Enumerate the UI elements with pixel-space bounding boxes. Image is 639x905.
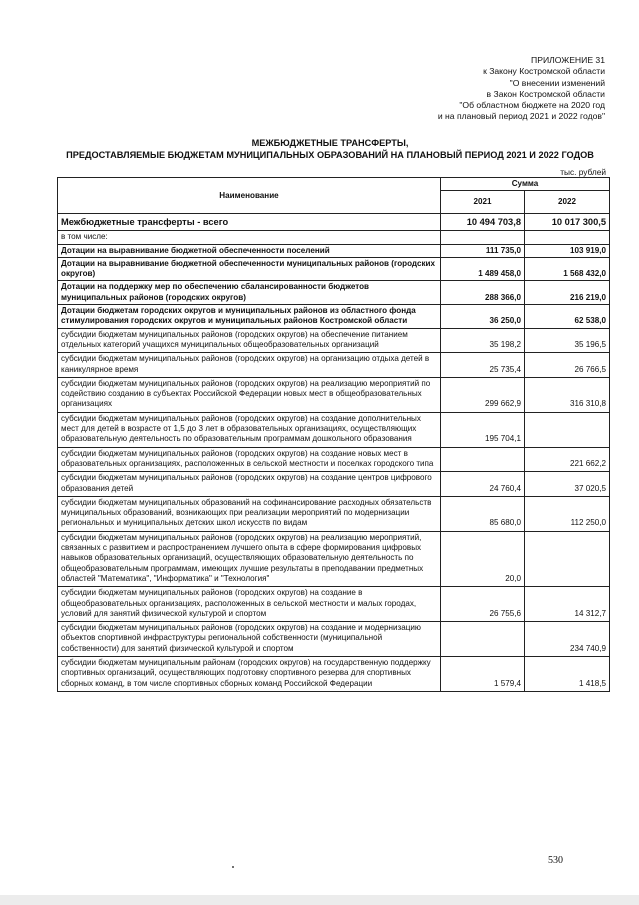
row-value-2022: 221 662,2 — [525, 447, 610, 472]
including-label: в том числе: — [58, 231, 441, 244]
header-sum: Сумма — [441, 178, 610, 191]
header-row — [58, 178, 610, 191]
appendix-line: ПРИЛОЖЕНИЕ 31 — [531, 55, 605, 65]
grants-body — [58, 244, 610, 328]
row-value-2022: 234 740,9 — [525, 622, 610, 657]
row-value-2022: 14 312,7 — [525, 587, 610, 622]
row-value-2021: 288 366,0 — [441, 281, 525, 305]
row-value-2022 — [525, 531, 610, 586]
appendix-line: к Закону Костромской области — [483, 66, 605, 77]
row-value-2022: 103 919,0 — [525, 244, 610, 257]
row-value-2021 — [441, 447, 525, 472]
header-year-2021: 2021 — [441, 191, 525, 214]
row-value-2022: 26 766,5 — [525, 353, 610, 378]
subsidy-row — [58, 622, 610, 657]
scan-bottom-band — [0, 895, 639, 905]
row-name: субсидии бюджетам муниципальным районам (городских округов) на государственную поддержку спортивных организаций, осуществляющих подготовку спортивного резерва для спортивных сборных команд, в том числе спортивных сборных команд Российской Федерации — [58, 656, 441, 691]
transfers-table — [57, 177, 610, 692]
units-label: тыс. рублей — [560, 167, 606, 177]
row-name: субсидии бюджетам муниципальных районов (городских округов) на организацию отдыха детей в каникулярное время — [58, 353, 441, 378]
grant-row — [58, 257, 610, 281]
title-line-1: МЕЖБЮДЖЕТНЫЕ ТРАНСФЕРТЫ, — [251, 138, 409, 148]
row-value-2021: 195 704,1 — [441, 412, 525, 447]
row-value-2021: 24 760,4 — [441, 472, 525, 497]
row-value-2022: 62 538,0 — [525, 305, 610, 329]
row-value-2021: 111 735,0 — [441, 244, 525, 257]
row-name: субсидии бюджетам муниципальных районов (городских округов) на создание новых мест в образовательных организациях, расположенных в сельской местности и поселках городского типа — [58, 447, 441, 472]
row-value-2022 — [525, 412, 610, 447]
row-value-2022: 316 310,8 — [525, 377, 610, 412]
row-name: Дотации на выравнивание бюджетной обеспеченности поселений — [58, 244, 441, 257]
subsidy-row — [58, 496, 610, 531]
including-row — [58, 231, 610, 244]
row-value-2021: 1 489 458,0 — [441, 257, 525, 281]
total-2022: 10 017 300,5 — [525, 214, 610, 231]
scan-dot — [232, 866, 234, 868]
title-line-2: ПРЕДОСТАВЛЯЕМЫЕ БЮДЖЕТАМ МУНИЦИПАЛЬНЫХ ОБРАЗОВАНИЙ НА ПЛАНОВЫЙ ПЕРИОД 2021 И 2022 ГОДОВ — [66, 150, 594, 160]
row-value-2021: 20,0 — [441, 531, 525, 586]
header-name: Наименование — [58, 178, 441, 214]
row-name: субсидии бюджетам муниципальных районов (городских округов) на создание в общеобразовательных организациях, расположенных в сельской местности и малых городах, условий для занятий физической культурой и спортом — [58, 587, 441, 622]
subsidies-body — [58, 328, 610, 691]
header-year-2022: 2022 — [525, 191, 610, 214]
row-name: субсидии бюджетам муниципальных районов (городских округов) на реализацию мероприятий по содействию созданию в субъектах Российской Федерации новых мест в общеобразовательных организациях — [58, 377, 441, 412]
subsidy-row — [58, 412, 610, 447]
row-name: субсидии бюджетам муниципальных районов (городских округов) на создание дополнительных мест для детей в возрасте от 1,5 до 3 лет в образовательных организациях, осуществляющих образовательную деятельность по образовательным программам дошкольного образования — [58, 412, 441, 447]
grant-row — [58, 244, 610, 257]
row-name: Дотации на выравнивание бюджетной обеспеченности муниципальных районов (городских округов) — [58, 257, 441, 281]
appendix-line: "О внесении изменений — [509, 77, 605, 88]
subsidy-row — [58, 472, 610, 497]
row-value-2022: 37 020,5 — [525, 472, 610, 497]
row-value-2022: 35 196,5 — [525, 328, 610, 353]
row-value-2021: 26 755,6 — [441, 587, 525, 622]
appendix-line: и на плановый период 2021 и 2022 годов" — [437, 111, 605, 122]
row-value-2021: 36 250,0 — [441, 305, 525, 329]
total-row — [58, 214, 610, 231]
row-value-2021: 299 662,9 — [441, 377, 525, 412]
row-name: субсидии бюджетам муниципальных образований на софинансирование расходных обязательств муниципальных образований, возникающих при реализации мероприятий по модернизации региональных и муниципальных детских школ искусств по видам — [58, 496, 441, 531]
page-number: 530 — [548, 855, 563, 866]
subsidy-row — [58, 447, 610, 472]
total-name: Межбюджетные трансферты - всего — [58, 214, 441, 231]
row-value-2021: 25 735,4 — [441, 353, 525, 378]
subsidy-row — [58, 377, 610, 412]
document-title — [40, 137, 620, 161]
row-name: субсидии бюджетам муниципальных районов (городских округов) на обеспечение питанием отдельных категорий учащихся муниципальных общеобразовательных организаций — [58, 328, 441, 353]
subsidy-row — [58, 656, 610, 691]
subsidy-row — [58, 587, 610, 622]
grant-row — [58, 281, 610, 305]
grant-row — [58, 305, 610, 329]
subsidy-row — [58, 531, 610, 586]
row-name: Дотации на поддержку мер по обеспечению сбалансированности бюджетов муниципальных районов (городских округов) — [58, 281, 441, 305]
row-name: субсидии бюджетам муниципальных районов (городских округов) на реализацию мероприятий, связанных с развитием и распространением лучшего опыта в сфере формирования цифровых навыков образовательных организаций, осуществляющих образовательную деятельность по общеобразовательным программам, имеющих лучшие результаты в преподавании предметных областей "Математика", "Информатика" и "Технология" — [58, 531, 441, 586]
appendix-block — [438, 55, 605, 123]
row-value-2021: 35 198,2 — [441, 328, 525, 353]
row-name: Дотации бюджетам городских округов и муниципальных районов из областного фонда стимулирования городских округов и муниципальных районов Костромской области — [58, 305, 441, 329]
appendix-line: "Об областном бюджете на 2020 год — [459, 100, 605, 111]
row-value-2022: 1 418,5 — [525, 656, 610, 691]
row-value-2021: 85 680,0 — [441, 496, 525, 531]
row-value-2022: 112 250,0 — [525, 496, 610, 531]
subsidy-row — [58, 353, 610, 378]
row-name: субсидии бюджетам муниципальных районов (городских округов) на создание центров цифрового образования детей — [58, 472, 441, 497]
row-value-2021: 1 579,4 — [441, 656, 525, 691]
row-value-2022: 1 568 432,0 — [525, 257, 610, 281]
row-value-2022: 216 219,0 — [525, 281, 610, 305]
total-2021: 10 494 703,8 — [441, 214, 525, 231]
row-value-2021 — [441, 622, 525, 657]
subsidy-row — [58, 328, 610, 353]
row-name: субсидии бюджетам муниципальных районов (городских округов) на создание и модернизацию объектов спортивной инфраструктуры региональной собственности (муниципальной собственности) для занятий физической культурой и спортом — [58, 622, 441, 657]
appendix-line: в Закон Костромской области — [486, 88, 605, 99]
